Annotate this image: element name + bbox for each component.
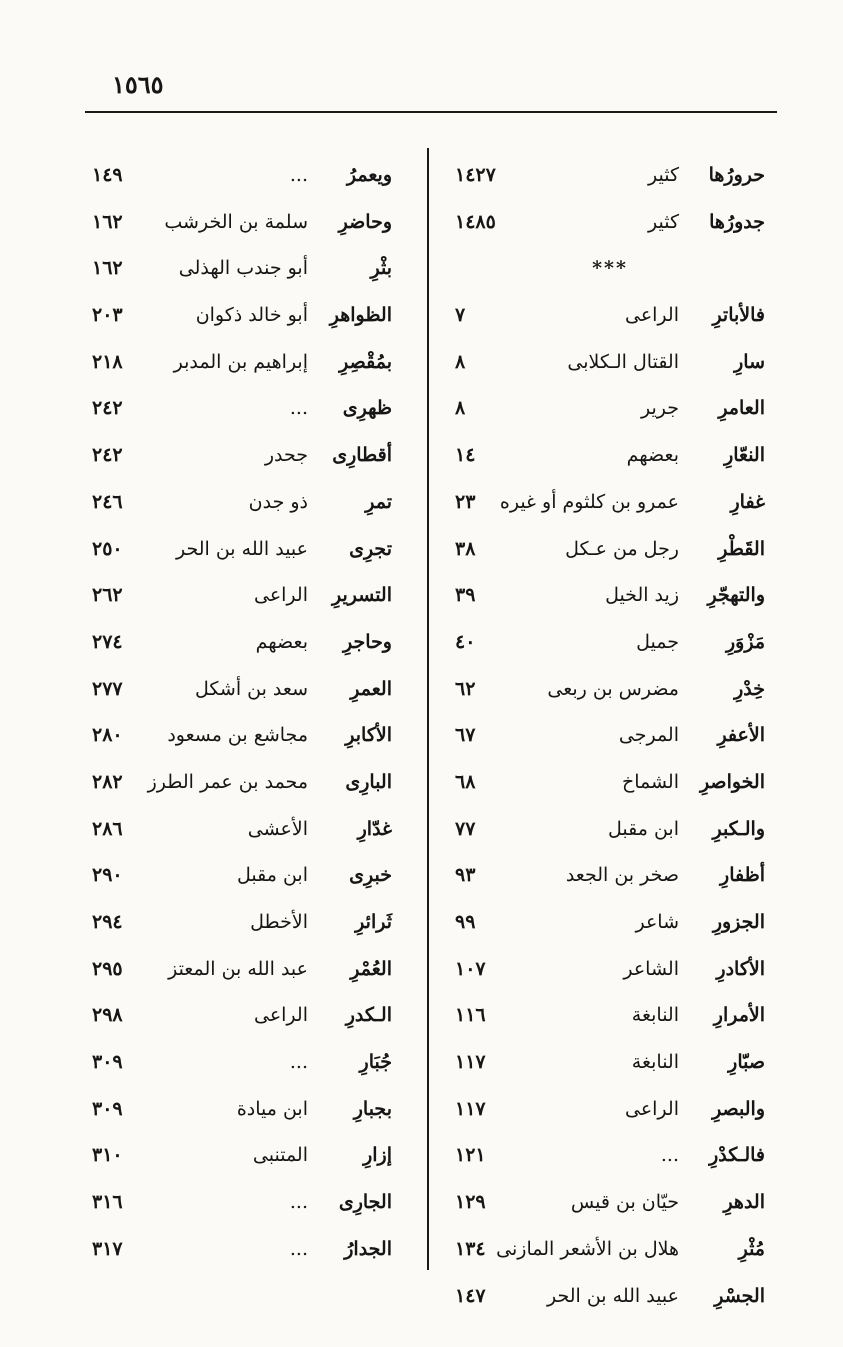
poet-name: سعد بن أشكل xyxy=(195,677,308,700)
poet-name: أبو جندب الهذلى xyxy=(178,257,308,280)
index-entry xyxy=(455,1273,765,1320)
page-number: ١٥٦٥ xyxy=(112,70,164,99)
index-entry xyxy=(92,992,392,1039)
rhyme-word: الدهرِ xyxy=(723,1191,765,1214)
page-reference: ١٤٢٧ xyxy=(455,164,496,186)
poet-name: الراعى xyxy=(624,1097,679,1120)
rhyme-word: إزارِ xyxy=(363,1144,392,1167)
page-reference: ٢٩٥ xyxy=(92,957,123,980)
page-reference: ٢٨٢ xyxy=(92,770,123,793)
index-entry xyxy=(455,946,765,993)
page-reference: ٢٧٤ xyxy=(92,630,123,653)
poet-name: عبد الله بن المعتز xyxy=(168,957,308,980)
index-entry xyxy=(92,619,392,666)
page-reference: ٢٣ xyxy=(455,490,476,513)
poet-name: أبو خالد ذكوان xyxy=(195,304,308,327)
index-entry xyxy=(92,385,392,432)
index-entry xyxy=(92,526,392,573)
rhyme-word: والتهجّرِ xyxy=(707,584,765,607)
index-entry xyxy=(92,712,392,759)
poet-name: النابغة xyxy=(631,1004,679,1027)
poet-name: الراعى xyxy=(624,304,679,327)
index-entry xyxy=(455,572,765,619)
index-entry xyxy=(92,1039,392,1086)
index-entry xyxy=(92,199,392,246)
index-entry xyxy=(455,1039,765,1086)
poet-name: الشاعر xyxy=(623,957,679,980)
rhyme-word: وحاجرِ xyxy=(343,630,392,653)
poet-name: ابن مقبل xyxy=(608,817,679,840)
page-reference: ١٤٨٥ xyxy=(455,210,496,233)
index-entry xyxy=(455,1086,765,1133)
left-column xyxy=(92,152,392,1273)
rhyme-word: مَزْوَرِ xyxy=(725,630,765,653)
poet-name: إبراهيم بن المدبر xyxy=(173,350,308,373)
index-entry xyxy=(92,152,392,199)
page-reference: ٢٠٣ xyxy=(92,304,123,327)
rhyme-word: صبّارِ xyxy=(728,1051,765,1074)
index-entry xyxy=(455,992,765,1039)
column-divider xyxy=(427,148,429,1270)
rhyme-word: والـكبرِ xyxy=(712,817,765,840)
index-entry xyxy=(92,899,392,946)
index-entry xyxy=(92,479,392,526)
index-entry xyxy=(455,1179,765,1226)
poet-name: النابغة xyxy=(631,1051,679,1074)
poet-name: زيد الخيل xyxy=(605,584,679,607)
page-reference: ٦٢ xyxy=(455,677,476,700)
poet-name: عبيد الله بن الحر xyxy=(546,1284,679,1307)
index-entry xyxy=(92,946,392,993)
rhyme-word: فالأباترِ xyxy=(712,304,765,327)
index-entry xyxy=(455,899,765,946)
rhyme-word: غفارِ xyxy=(730,490,765,513)
poet-name: عبيد الله بن الحر xyxy=(175,537,308,560)
page-reference: ١١٧ xyxy=(455,1097,486,1120)
rhyme-word: الجزورِ xyxy=(712,911,765,933)
poet-name: الراعى xyxy=(253,584,308,607)
page-reference: ١١٦ xyxy=(455,1004,486,1027)
rhyme-word: خبرِى xyxy=(349,864,392,887)
page-reference: ١٢٩ xyxy=(455,1191,486,1214)
rhyme-word: ظهرِى xyxy=(342,397,392,420)
rhyme-word: العمرِ xyxy=(350,677,392,700)
index-entry xyxy=(92,292,392,339)
poet-name: الأخطل xyxy=(250,911,308,933)
poet-name: عمرو بن كلثوم أو غيره xyxy=(499,490,679,513)
page-reference: ٢٩٨ xyxy=(92,1004,123,1027)
page-reference: ٢٤٦ xyxy=(92,490,123,513)
rhyme-word: الأكادرِ xyxy=(716,957,765,980)
poet-name: ... xyxy=(289,1191,308,1214)
rhyme-word: الأمرارِ xyxy=(713,1004,765,1027)
poet-name: شاعر xyxy=(635,911,679,933)
rhyme-word: بثْرِ xyxy=(370,257,392,280)
index-entry xyxy=(92,852,392,899)
page-reference: ٢٤٢ xyxy=(92,397,123,420)
index-entry xyxy=(455,852,765,899)
right-column xyxy=(455,152,765,1319)
page-reference: ٩٣ xyxy=(455,864,476,887)
page-reference: ٣١٧ xyxy=(92,1237,123,1260)
poet-name: جرير xyxy=(641,397,679,420)
index-entry xyxy=(455,1226,765,1273)
index-entry xyxy=(455,526,765,573)
rhyme-word: مُثْرِ xyxy=(738,1237,765,1260)
index-entry xyxy=(455,1132,765,1179)
poet-name: كثير xyxy=(648,164,679,186)
index-entry xyxy=(455,666,765,713)
index-entry xyxy=(455,479,765,526)
rhyme-word: البارِى xyxy=(345,770,392,793)
poet-name: الراعى xyxy=(253,1004,308,1027)
poet-name: جميل xyxy=(636,630,679,653)
rhyme-word: العامرِ xyxy=(718,397,765,420)
poet-name: ابن مقبل xyxy=(237,864,308,887)
poet-name: المتنبى xyxy=(252,1144,308,1167)
index-entry xyxy=(92,1132,392,1179)
rhyme-word: والبصرِ xyxy=(712,1097,765,1120)
index-entry xyxy=(92,666,392,713)
rhyme-word: الجدارُ xyxy=(344,1237,392,1260)
page-reference: ٩٩ xyxy=(455,911,476,933)
page-reference: ٢٧٧ xyxy=(92,677,123,700)
rhyme-word: النعّارِ xyxy=(724,444,765,467)
index-entry xyxy=(455,806,765,853)
page-reference: ٤٠ xyxy=(455,630,476,653)
page-reference: ١٦٢ xyxy=(92,210,123,233)
rhyme-word: الجسْرِ xyxy=(714,1284,765,1307)
rhyme-word: تجرِى xyxy=(349,537,392,560)
page-reference: ٣١٦ xyxy=(92,1191,123,1214)
poet-name: المرجى xyxy=(618,724,679,747)
page-reference: ١٣٤ xyxy=(455,1237,486,1260)
page-reference: ١٤ xyxy=(455,444,476,467)
poet-name: الشماخ xyxy=(621,770,679,793)
poet-name: مضرس بن ربعى xyxy=(547,677,679,700)
page-reference: ١٢١ xyxy=(455,1144,486,1167)
rhyme-word: وحاضرِ xyxy=(338,210,392,233)
index-entry xyxy=(455,339,765,386)
page-reference: ٢٩٠ xyxy=(92,864,123,887)
poet-name: هلال بن الأشعر المازنى xyxy=(496,1237,679,1260)
rhyme-word: أظفارِ xyxy=(720,864,765,887)
page-reference: ٨ xyxy=(455,397,466,420)
page-reference: ١٦٢ xyxy=(92,257,123,280)
index-entry xyxy=(92,1226,392,1273)
index-entry xyxy=(92,339,392,386)
poet-name: الأعشى xyxy=(247,817,308,840)
rhyme-word: بمُقْصِرِ xyxy=(339,350,392,373)
page-reference: ٣١٠ xyxy=(92,1144,123,1167)
page-reference: ٢٩٤ xyxy=(92,911,123,933)
poet-name: ... xyxy=(289,397,308,420)
poet-name: محمد بن عمر الطرز xyxy=(147,770,308,793)
poet-name: ... xyxy=(289,1237,308,1260)
index-entry xyxy=(455,619,765,666)
poet-name: سلمة بن الخرشب xyxy=(164,210,308,233)
poet-name: بعضهم xyxy=(626,444,679,467)
page-reference: ٦٨ xyxy=(455,770,476,793)
page-reference: ٢٤٢ xyxy=(92,444,123,467)
page-reference: ٨ xyxy=(455,350,466,373)
poet-name: حيّان بن قيس xyxy=(570,1191,679,1214)
poet-name: كثير xyxy=(648,210,679,233)
page-reference: ٦٧ xyxy=(455,724,476,747)
page-reference: ٣٠٩ xyxy=(92,1051,123,1074)
rhyme-word: جُبَارِ xyxy=(359,1051,392,1074)
rhyme-word: التسريرِ xyxy=(331,584,392,607)
page-reference: ٣٨ xyxy=(455,537,476,560)
page-reference: ١٤٧ xyxy=(455,1284,486,1307)
rhyme-word: القَطْرِ xyxy=(718,537,765,560)
page-reference: ٧ xyxy=(455,304,466,327)
index-entry xyxy=(455,292,765,339)
poet-name: ابن ميادة xyxy=(236,1097,308,1120)
index-entry xyxy=(455,152,765,199)
rhyme-word: العُمْرِ xyxy=(350,957,392,980)
index-entry xyxy=(92,806,392,853)
poet-name: القتال الـكلابى xyxy=(567,350,679,373)
page-reference: ١١٧ xyxy=(455,1051,486,1074)
page-reference: ٢٥٠ xyxy=(92,537,123,560)
poet-name: ... xyxy=(660,1144,679,1167)
page-reference: ٢٨٠ xyxy=(92,724,123,747)
index-entry xyxy=(92,432,392,479)
index-entry xyxy=(455,199,765,246)
header-rule xyxy=(85,111,777,113)
index-entry xyxy=(92,245,392,292)
rhyme-word: الأعفرِ xyxy=(717,724,765,747)
rhyme-word: جدورُها xyxy=(709,210,765,233)
page-reference: ٧٧ xyxy=(455,817,476,840)
rhyme-word: ثَرائرِ xyxy=(355,911,392,933)
rhyme-word: الظواهرِ xyxy=(329,304,392,327)
rhyme-word: غدّارِ xyxy=(357,817,392,840)
poet-name: مجاشع بن مسعود xyxy=(167,724,308,747)
rhyme-word: حرورُها xyxy=(708,164,765,186)
rhyme-word: أقطارِى xyxy=(332,444,392,467)
index-entry xyxy=(455,385,765,432)
rhyme-word: الجارِى xyxy=(338,1191,392,1214)
rhyme-word: الـكدرِ xyxy=(345,1004,392,1027)
rhyme-word: ويعمرُ xyxy=(346,164,392,186)
index-entry xyxy=(455,712,765,759)
index-entry xyxy=(92,1179,392,1226)
page-reference: ٢٦٢ xyxy=(92,584,123,607)
poet-name: بعضهم xyxy=(255,630,308,653)
rhyme-word: الأكابرِ xyxy=(345,724,392,747)
rhyme-word: سارِ xyxy=(734,350,765,373)
page-reference: ٣٩ xyxy=(455,584,476,607)
index-entry xyxy=(92,759,392,806)
rhyme-word: خِدْرِ xyxy=(734,677,765,700)
poet-name: صخر بن الجعد xyxy=(565,864,679,887)
rhyme-word: بجبارِ xyxy=(353,1097,392,1120)
poet-name: ... xyxy=(289,1051,308,1074)
rhyme-word: الخواصرِ xyxy=(699,770,765,793)
poet-name: ... xyxy=(289,164,308,186)
poet-name: ذو جدن xyxy=(248,490,308,513)
rhyme-word: تمرِ xyxy=(365,490,392,513)
index-entry xyxy=(92,572,392,619)
page-reference: ١٠٧ xyxy=(455,957,486,980)
page-reference: ٣٠٩ xyxy=(92,1097,123,1120)
index-entry xyxy=(455,759,765,806)
index-entry xyxy=(92,1086,392,1133)
poet-name: جحدر xyxy=(264,444,308,467)
page-reference: ٢١٨ xyxy=(92,350,123,373)
poet-name: رجل من عـكل xyxy=(565,537,679,560)
page-reference: ٢٨٦ xyxy=(92,817,123,840)
page-reference: ١٤٩ xyxy=(92,164,123,186)
rhyme-word: فالـكدْرِ xyxy=(709,1144,765,1167)
section-separator: *** xyxy=(592,257,628,280)
index-entry xyxy=(455,432,765,479)
